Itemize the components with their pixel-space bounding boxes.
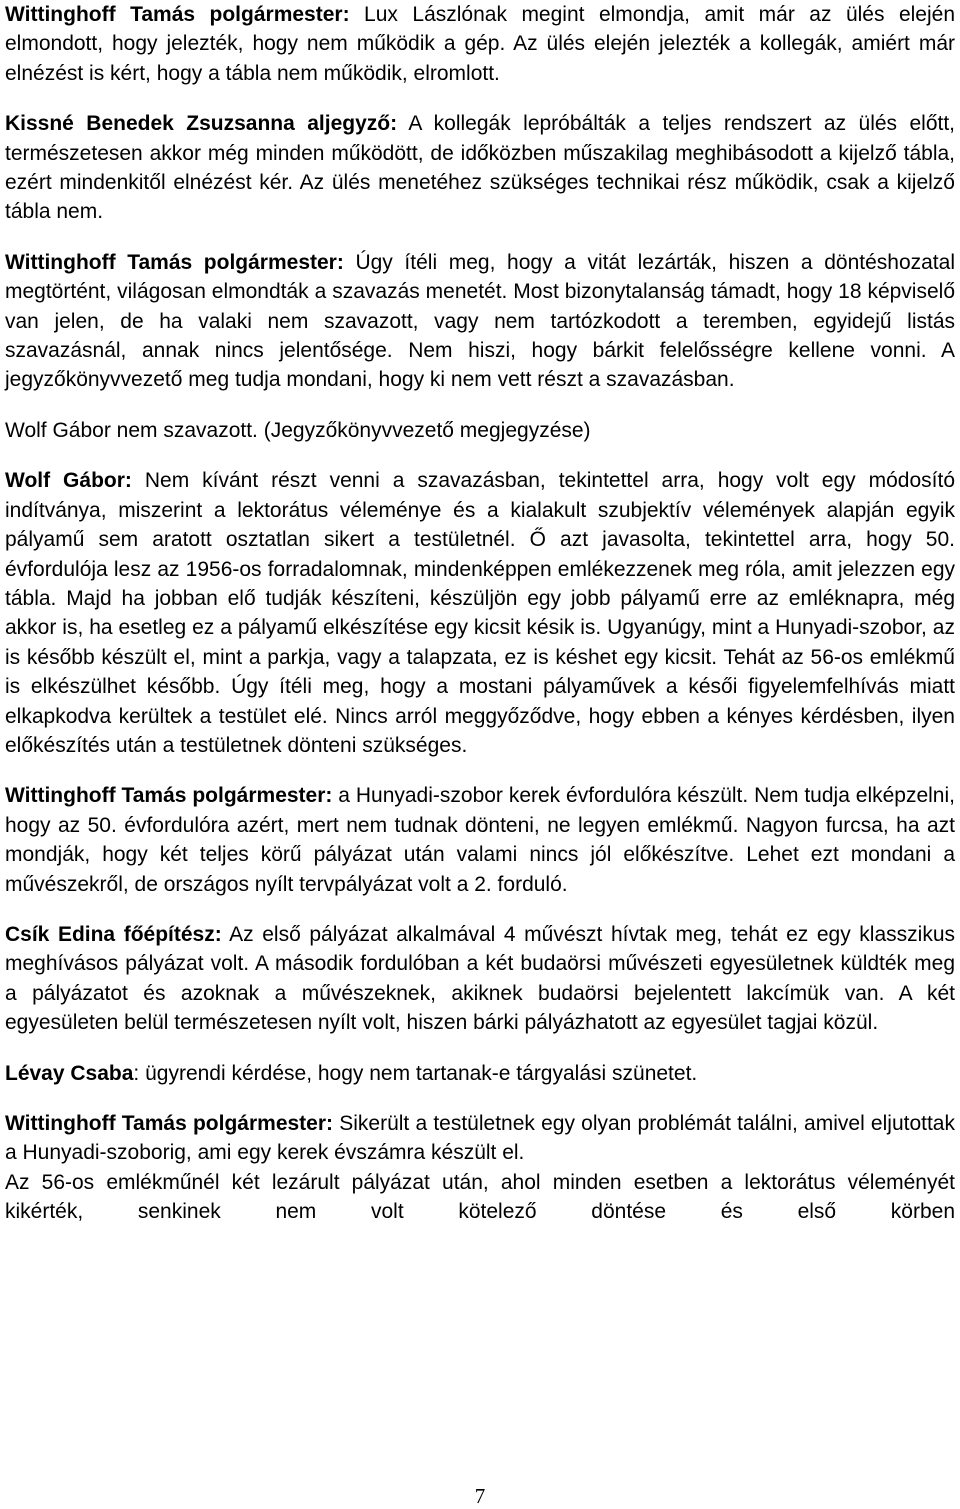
paragraph-4: [5, 416, 955, 445]
speaker-name: Kissné Benedek Zsuzsanna aljegyző:: [5, 112, 398, 136]
paragraph-text: A kollegák lepróbálták a teljes rendszert az ülés előtt, természetesen akkor még minden működött, de időközben műszakilag meghibásodott a kijelző tábla, ezért mindenkitől elnézést kér. Az ülés menetéhez szükséges technikai rész működik, csak a kijelző tábla nem.: [5, 112, 955, 224]
speaker-name: Wittinghoff Tamás polgármester:: [5, 3, 350, 26]
paragraph-5: [5, 466, 955, 760]
paragraph-text: Az 56-os emlékműnél két lezárult pályázat után, ahol minden esetben a lektorátus véleményét kikérték, senkinek nem volt kötelező döntése és első körben: [5, 1170, 955, 1224]
speaker-name: Wittinghoff Tamás polgármester:: [5, 784, 333, 808]
paragraph-7: [5, 920, 955, 1038]
speaker-name: Wolf Gábor:: [5, 469, 132, 493]
paragraph-2: [5, 109, 955, 227]
paragraph-text: Sikerült a testületnek egy olyan problémát találni, amivel eljutottak a Hunyadi-szoborig, ami egy kerek évszámra készült el.: [5, 1112, 955, 1165]
speaker-name: Wittinghoff Tamás polgármester:: [5, 250, 344, 274]
paragraph-text: a Hunyadi-szobor kerek évfordulóra készült. Nem tudja elképzelni, hogy az 50. évfordulóra azért, mert nem tudnak dönteni, ne legyen emlékmű. Nagyon furcsa, ha azt mondják, hogy két teljes körű pályázat után valami nincs jól előkészítve. Lehet ezt mondani a művészekről, de országos nyílt tervpályázat volt a 2. forduló.: [5, 784, 955, 896]
paragraph-text: Wolf Gábor nem szavazott. (Jegyzőkönyvvezető megjegyzése): [5, 418, 591, 442]
speaker-name: Lévay Csaba: [5, 1061, 134, 1085]
paragraph-8: [5, 1059, 955, 1088]
paragraph-6: [5, 781, 955, 899]
paragraph-text: Lux Lászlónak megint elmondja, amit már az ülés elején elmondott, hogy jelezték, hogy nem működik a gép. Az ülés elején jelezték a kollegák, amiért már elnézést is kért, hogy a tábla nem működik, elromlott.: [5, 3, 955, 85]
document-body: [5, 0, 955, 1227]
paragraph-10: [5, 1168, 955, 1227]
paragraph-text: Nem kívánt részt venni a szavazásban, tekintettel arra, hogy volt egy módosító indítványa, miszerint a lektorátus véleménye és a kialakult szubjektív vélemények alapján egyik pályamű sem aratott osztatlan sikert a testületnél. Ő azt javasolta, tekintettel arra, hogy 50. évfordulója lesz az 1956-os forradalomnak, mindenképpen emlékezzenek meg róla, amit jelezzen egy tábla. Majd ha jobban elő tudják készíteni, készüljön egy jobb pályamű erre az emléknapra, még akkor is, ha esetleg ez a pályamű elkészítése egy kicsit késik is. Ugyanúgy, mint a Hunyadi-szobor, az is később készült el, mint a parkja, vagy a talapzata, ez is késhet egy kicsit. Tehát az 56-os emlékmű is elkészülhet később. Úgy ítéli meg, hogy a mostani pályaművek a késői figyelemfelhívás miatt elkapkodva kerültek a testület elé. Nincs arról meggyőződve, hogy ebben a kényes kérdésben, ilyen előkészítés után a testületnek dönteni szükséges.: [5, 469, 956, 757]
speaker-name: Csík Edina főépítész:: [5, 922, 222, 946]
speaker-name: Wittinghoff Tamás polgármester:: [5, 1112, 334, 1135]
paragraph-1: [5, 0, 955, 88]
paragraph-text: Az első pályázat alkalmával 4 művészt hívtak meg, tehát ez egy klasszikus meghívásos pályázat volt. A második fordulóban a két budaörsi művészeti egyesületnek küldték meg a pályázatot és azoknak a művészeknek, akiknek budaörsi bejelentett lakcímük van. A két egyesületen belül természetesen nyílt volt, hiszen bárki pályázhatott az egyesület tagjai közül.: [5, 922, 955, 1035]
paragraph-9: [5, 1109, 955, 1168]
page-number: 7: [474, 1484, 486, 1508]
paragraph-3: [5, 248, 955, 395]
paragraph-text: : ügyrendi kérdése, hogy nem tartanak-e tárgyalási szünetet.: [133, 1061, 698, 1085]
paragraph-text: Úgy ítéli meg, hogy a vitát lezárták, hiszen a döntéshozatal megtörtént, világosan elmondták a szavazás menetét. Most bizonytalanság támadt, hogy 18 képviselő van jelen, de ha valaki nem szavazott, vagy nem tartózkodott a teremben, egyidejű listás szavazásnál, annak nincs jelentősége. Nem hiszi, hogy bárkit felelősségre kellene vonni. A jegyzőkönyvvezető meg tudja mondani, hogy ki nem vett részt a szavazásban.: [5, 250, 955, 392]
